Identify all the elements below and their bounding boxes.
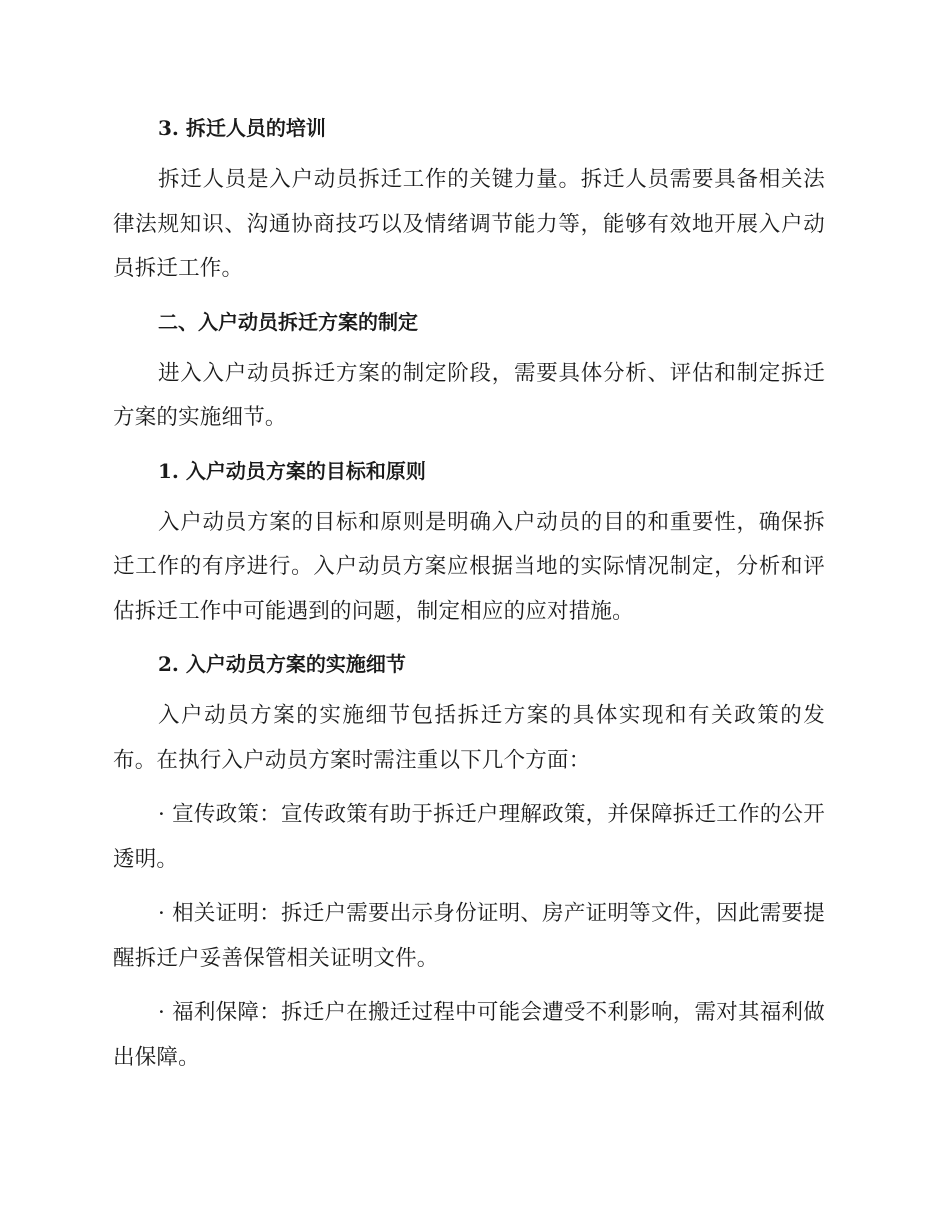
section-heading-details: 2. 入户动员方案的实施细节	[158, 652, 406, 676]
paragraph-training: 拆迁人员是入户动员拆迁工作的关键力量。拆迁人员需要具备相关法律法规知识、沟通协商技巧以及情绪调节能力等，能够有效地开展入户动员拆迁工作。	[113, 167, 825, 281]
bullet-item-welfare: · 福利保障：拆迁户在搬迁过程中可能会遭受不利影响，需对其福利做出保障。	[113, 1000, 825, 1070]
bullet-item-certificates: · 相关证明：拆迁户需要出示身份证明、房产证明等文件，因此需要提醒拆迁户妥善保管相关证明文件。	[113, 901, 825, 971]
section-heading-goals: 1. 入户动员方案的目标和原则	[158, 458, 426, 483]
section-heading-training: 3. 拆迁人员的培训	[158, 116, 326, 140]
section-heading-plan: 二、入户动员拆迁方案的制定	[158, 309, 418, 334]
paragraph-goals: 入户动员方案的目标和原则是明确入户动员的目的和重要性，确保拆迁工作的有序进行。入户动员方案应根据当地的实际情况制定，分析和评估拆迁工作中可能遇到的问题，制定相应的应对措施。	[113, 509, 825, 624]
bullet-item-publicity: · 宣传政策：宣传政策有助于拆迁户理解政策，并保障拆迁工作的公开透明。	[113, 802, 825, 872]
document-page	[113, 108, 825, 1090]
paragraph-details: 入户动员方案的实施细节包括拆迁方案的具体实现和有关政策的发布。在执行入户动员方案时需注重以下几个方面：	[113, 703, 825, 773]
paragraph-plan-intro: 进入入户动员拆迁方案的制定阶段，需要具体分析、评估和制定拆迁方案的实施细节。	[113, 360, 825, 430]
